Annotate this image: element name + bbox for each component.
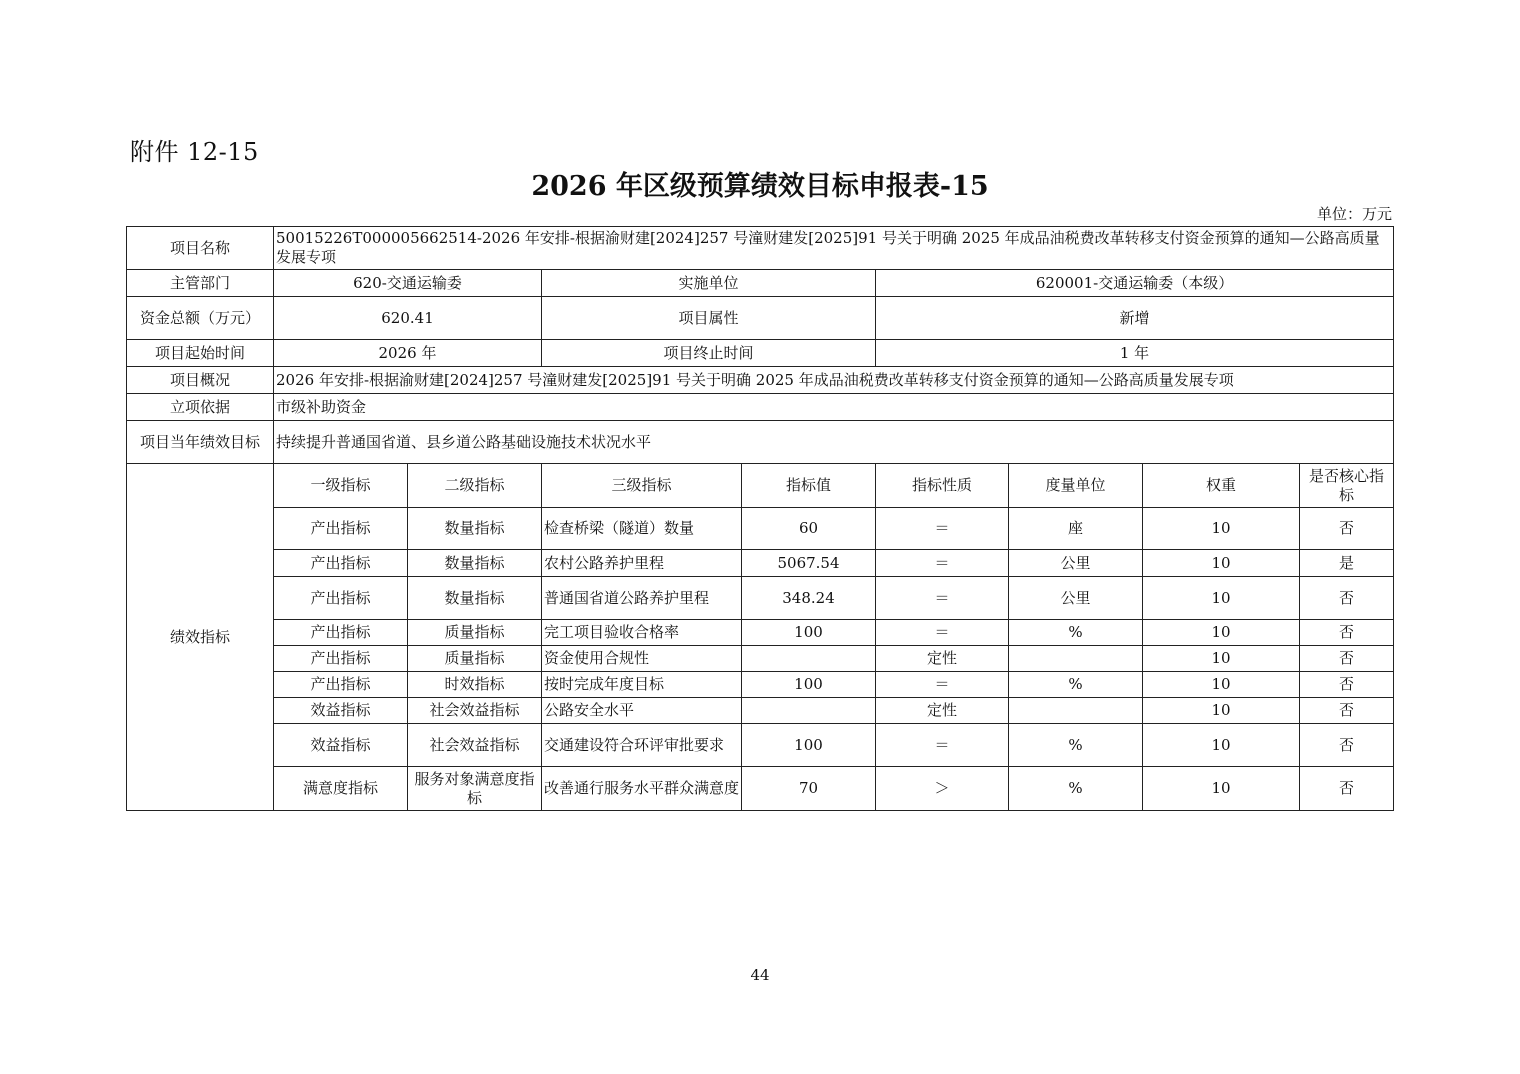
level2-cell: 数量指标 bbox=[408, 577, 542, 620]
start-time-value: 2026 年 bbox=[274, 340, 542, 367]
performance-goal-table bbox=[126, 226, 1394, 811]
department-label: 主管部门 bbox=[127, 270, 274, 297]
weight-cell: 10 bbox=[1143, 550, 1300, 577]
project-attribute-label: 项目属性 bbox=[542, 297, 876, 340]
nature-cell: ＞ bbox=[876, 767, 1009, 811]
level3-cell: 改善通行服务水平群众满意度 bbox=[542, 767, 742, 811]
level2-cell: 数量指标 bbox=[408, 550, 542, 577]
table-row bbox=[127, 724, 1394, 767]
core-cell: 否 bbox=[1300, 646, 1394, 672]
core-cell: 否 bbox=[1300, 620, 1394, 646]
weight-cell: 10 bbox=[1143, 767, 1300, 811]
level1-cell: 效益指标 bbox=[274, 698, 408, 724]
unit-cell: % bbox=[1009, 672, 1143, 698]
project-attribute-value: 新增 bbox=[876, 297, 1394, 340]
unit-cell bbox=[1009, 698, 1143, 724]
nature-cell: ＝ bbox=[876, 620, 1009, 646]
goal-value: 持续提升普通国省道、县乡道公路基础设施技术状况水平 bbox=[274, 421, 1394, 464]
level3-cell: 公路安全水平 bbox=[542, 698, 742, 724]
indicator-header-row bbox=[127, 464, 1394, 508]
overview-label: 项目概况 bbox=[127, 367, 274, 394]
fund-row bbox=[127, 297, 1394, 340]
level1-cell: 产出指标 bbox=[274, 550, 408, 577]
value-cell: 60 bbox=[742, 508, 876, 550]
value-cell bbox=[742, 646, 876, 672]
level2-cell: 社会效益指标 bbox=[408, 724, 542, 767]
weight-cell: 10 bbox=[1143, 724, 1300, 767]
header-level2: 二级指标 bbox=[408, 464, 542, 508]
page-number: 44 bbox=[750, 966, 770, 984]
overview-row bbox=[127, 367, 1394, 394]
header-level1: 一级指标 bbox=[274, 464, 408, 508]
table-row bbox=[127, 620, 1394, 646]
implementing-unit-label: 实施单位 bbox=[542, 270, 876, 297]
level3-cell: 资金使用合规性 bbox=[542, 646, 742, 672]
unit-label: 单位：万元 bbox=[1316, 205, 1392, 223]
header-core: 是否核心指标 bbox=[1300, 464, 1394, 508]
unit-cell: 座 bbox=[1009, 508, 1143, 550]
basis-label: 立项依据 bbox=[127, 394, 274, 421]
value-cell: 348.24 bbox=[742, 577, 876, 620]
core-cell: 否 bbox=[1300, 698, 1394, 724]
level3-cell: 农村公路养护里程 bbox=[542, 550, 742, 577]
level1-cell: 效益指标 bbox=[274, 724, 408, 767]
unit-cell: 公里 bbox=[1009, 577, 1143, 620]
level1-cell: 产出指标 bbox=[274, 577, 408, 620]
nature-cell: 定性 bbox=[876, 646, 1009, 672]
core-cell: 否 bbox=[1300, 508, 1394, 550]
goal-row bbox=[127, 421, 1394, 464]
weight-cell: 10 bbox=[1143, 508, 1300, 550]
project-name-row bbox=[127, 227, 1394, 270]
value-cell bbox=[742, 698, 876, 724]
level1-cell: 满意度指标 bbox=[274, 767, 408, 811]
attachment-label: 附件 12-15 bbox=[130, 138, 259, 166]
weight-cell: 10 bbox=[1143, 672, 1300, 698]
core-cell: 否 bbox=[1300, 672, 1394, 698]
table-row bbox=[127, 646, 1394, 672]
department-row bbox=[127, 270, 1394, 297]
level2-cell: 时效指标 bbox=[408, 672, 542, 698]
goal-label: 项目当年绩效目标 bbox=[127, 421, 274, 464]
indicators-section-label: 绩效指标 bbox=[127, 464, 274, 811]
unit-cell: 公里 bbox=[1009, 550, 1143, 577]
level3-cell: 完工项目验收合格率 bbox=[542, 620, 742, 646]
value-cell: 100 bbox=[742, 672, 876, 698]
weight-cell: 10 bbox=[1143, 577, 1300, 620]
value-cell: 100 bbox=[742, 724, 876, 767]
value-cell: 100 bbox=[742, 620, 876, 646]
level3-cell: 普通国省道公路养护里程 bbox=[542, 577, 742, 620]
nature-cell: 定性 bbox=[876, 698, 1009, 724]
fund-total-value: 620.41 bbox=[274, 297, 542, 340]
core-cell: 否 bbox=[1300, 767, 1394, 811]
nature-cell: ＝ bbox=[876, 577, 1009, 620]
nature-cell: ＝ bbox=[876, 672, 1009, 698]
unit-cell: % bbox=[1009, 724, 1143, 767]
project-name-value: 50015226T000005662514-2026 年安排-根据渝财建[2024]257 号潼财建发[2025]91 号关于明确 2025 年成品油税费改革转移支付资金预算的通知—公路高质量发展专项 bbox=[274, 227, 1394, 270]
implementing-unit-value: 620001-交通运输委（本级） bbox=[876, 270, 1394, 297]
level3-cell: 检查桥梁（隧道）数量 bbox=[542, 508, 742, 550]
unit-cell: % bbox=[1009, 620, 1143, 646]
weight-cell: 10 bbox=[1143, 698, 1300, 724]
level2-cell: 质量指标 bbox=[408, 646, 542, 672]
header-nature: 指标性质 bbox=[876, 464, 1009, 508]
nature-cell: ＝ bbox=[876, 550, 1009, 577]
level1-cell: 产出指标 bbox=[274, 646, 408, 672]
core-cell: 是 bbox=[1300, 550, 1394, 577]
nature-cell: ＝ bbox=[876, 724, 1009, 767]
level3-cell: 按时完成年度目标 bbox=[542, 672, 742, 698]
header-level3: 三级指标 bbox=[542, 464, 742, 508]
basis-value: 市级补助资金 bbox=[274, 394, 1394, 421]
core-cell: 否 bbox=[1300, 724, 1394, 767]
level1-cell: 产出指标 bbox=[274, 508, 408, 550]
table-row bbox=[127, 550, 1394, 577]
table-row bbox=[127, 767, 1394, 811]
level2-cell: 质量指标 bbox=[408, 620, 542, 646]
table-row bbox=[127, 508, 1394, 550]
nature-cell: ＝ bbox=[876, 508, 1009, 550]
level1-cell: 产出指标 bbox=[274, 620, 408, 646]
time-row bbox=[127, 340, 1394, 367]
overview-value: 2026 年安排-根据渝财建[2024]257 号潼财建发[2025]91 号关于明确 2025 年成品油税费改革转移支付资金预算的通知—公路高质量发展专项 bbox=[274, 367, 1394, 394]
level1-cell: 产出指标 bbox=[274, 672, 408, 698]
core-cell: 否 bbox=[1300, 577, 1394, 620]
value-cell: 70 bbox=[742, 767, 876, 811]
level2-cell: 数量指标 bbox=[408, 508, 542, 550]
fund-total-label: 资金总额（万元） bbox=[127, 297, 274, 340]
unit-cell bbox=[1009, 646, 1143, 672]
weight-cell: 10 bbox=[1143, 620, 1300, 646]
weight-cell: 10 bbox=[1143, 646, 1300, 672]
header-weight: 权重 bbox=[1143, 464, 1300, 508]
table-row bbox=[127, 672, 1394, 698]
page-title: 2026 年区级预算绩效目标申报表-15 bbox=[531, 171, 989, 202]
table-row bbox=[127, 577, 1394, 620]
start-time-label: 项目起始时间 bbox=[127, 340, 274, 367]
level3-cell: 交通建设符合环评审批要求 bbox=[542, 724, 742, 767]
table-row bbox=[127, 698, 1394, 724]
level2-cell: 服务对象满意度指标 bbox=[408, 767, 542, 811]
basis-row bbox=[127, 394, 1394, 421]
header-unit: 度量单位 bbox=[1009, 464, 1143, 508]
header-value: 指标值 bbox=[742, 464, 876, 508]
level2-cell: 社会效益指标 bbox=[408, 698, 542, 724]
department-value: 620-交通运输委 bbox=[274, 270, 542, 297]
end-time-label: 项目终止时间 bbox=[542, 340, 876, 367]
project-name-label: 项目名称 bbox=[127, 227, 274, 270]
value-cell: 5067.54 bbox=[742, 550, 876, 577]
unit-cell: % bbox=[1009, 767, 1143, 811]
end-time-value: 1 年 bbox=[876, 340, 1394, 367]
